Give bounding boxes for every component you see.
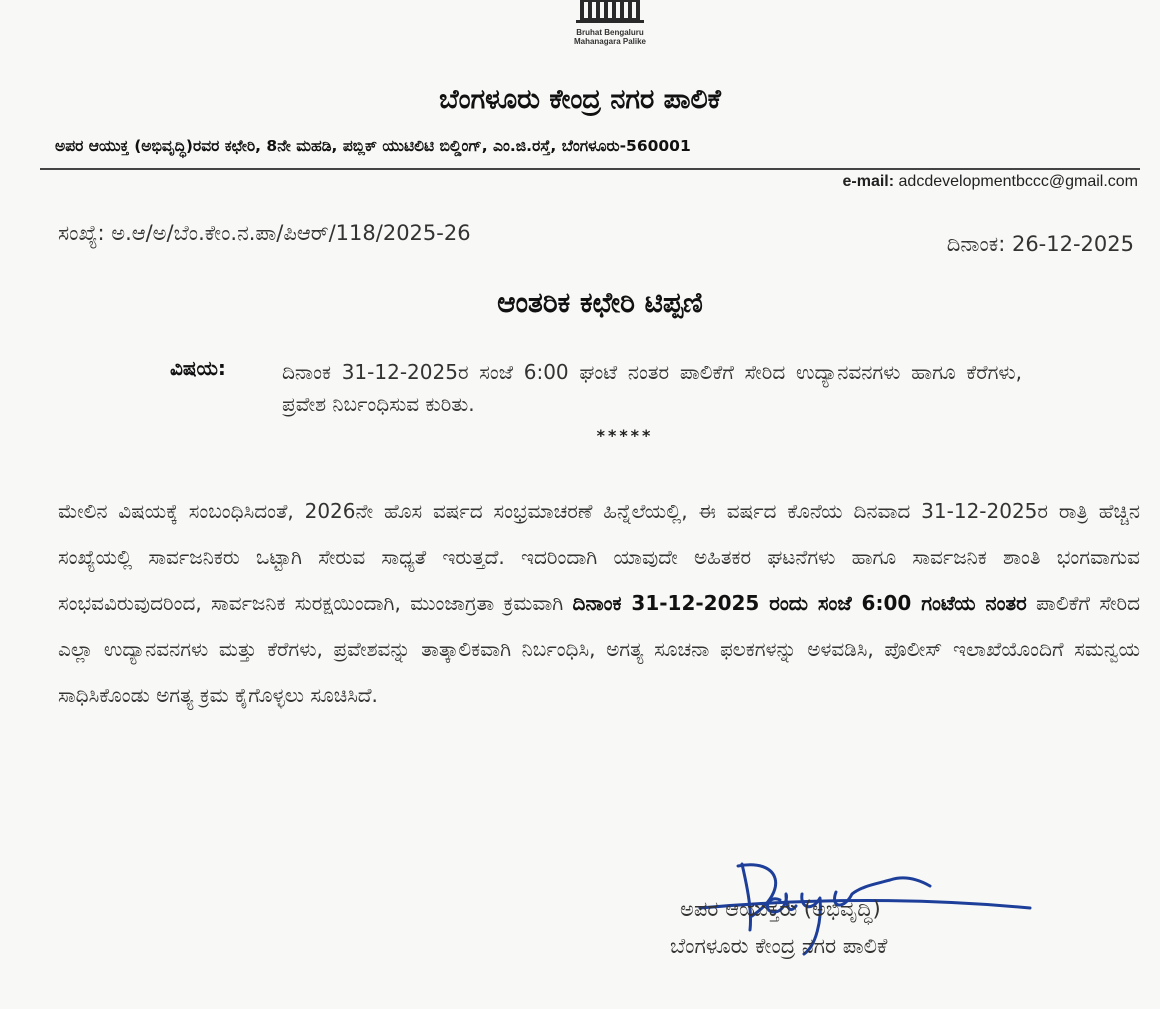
organization-name: ಬೆಂಗಳೂರು ಕೇಂದ್ರ ನಗರ ಪಾಲಿಕೆ <box>439 84 721 115</box>
header-divider <box>40 168 1140 170</box>
document-heading: ಆಂತರಿಕ ಕಛೇರಿ ಟಿಪ್ಪಣಿ <box>497 286 703 319</box>
logo-caption <box>540 28 680 46</box>
letter-date: ದಿನಾಂಕ: 26-12-2025 <box>946 232 1134 256</box>
email-line <box>843 173 1139 191</box>
subject-text: ದಿನಾಂಕ 31-12-2025ರ ಸಂಜೆ 6:00 ಘಂಟೆ ನಂತರ ಪಾಲಿಕೆಗೆ ಸೇರಿದ ಉದ್ಯಾನವನಗಳು ಹಾಗೂ ಕೆರೆಗಳು, ಪ್ರವೇಶ ನಿರ್ಬಂಧಿಸುವ ಕುರಿತು. <box>282 360 1022 416</box>
signatory-designation: ಅಪರ ಆಯುಕ್ತರು (ಅಭಿವೃದ್ಧಿ) <box>680 897 881 921</box>
office-address: ಅಪರ ಆಯುಕ್ತ (ಅಭಿವೃದ್ಧಿ)ರವರ ಕಛೇರಿ, 8ನೇ ಮಹಡಿ, ಪಬ್ಲಿಕ್ ಯುಟಿಲಿಟಿ ಬಿಲ್ಡಿಂಗ್, ಎಂ.ಜಿ.ರಸ್ತೆ, ಬೆಂಗಳೂರು-560001 <box>55 137 691 155</box>
subject-label: ವಿಷಯ: <box>170 356 226 380</box>
body-text-part1: ಮೇಲಿನ ವಿಷಯಕ್ಕೆ ಸಂಬಂಧಿಸಿದಂತೆ, 2026ನೇ ಹೊಸ ವರ್ಷದ ಸಂಭ್ರಮಾಚರಣೆ ಹಿನ್ನೆಲೆಯಲ್ಲಿ, ಈ ವರ್ಷದ ಕೊನೆಯ ದಿನವಾದ 31-12-2025ರ ರಾತ್ರಿ ಹೆಚ್ಚಿನ ಸಂಖ್ಯೆಯಲ್ಲಿ ಸಾರ್ವಜನಿಕರು ಒಟ್ಟಾಗಿ ಸೇರುವ ಸಾಧ್ಯತೆ ಇರುತ್ತದೆ. ಇದರಿಂದಾಗಿ ಯಾವುದೇ ಅಹಿತಕರ ಘಟನೆಗಳು ಹಾಗೂ ಸಾರ್ವಜನಿಕ ಶಾಂತಿ ಭಂಗವಾಗುವ ಸಂಭವವಿರುವುದರಿಂದ, ಸಾರ್ವಜನಿಕ ಸುರಕ್ಷಯಿಂದಾಗಿ, ಮುಂಜಾಗ್ರತಾ ಕ್ರಮವಾಗಿ <box>58 499 1140 615</box>
reference-number: ಸಂಖ್ಯೆ: ಅ.ಆ/ಅ/ಬೆಂ.ಕೇಂ.ನ.ಪಾ/ಪಿಆರ್/118/2025-26 <box>58 221 471 245</box>
email-address: adcdevelopmentbccc@gmail.com <box>898 173 1138 190</box>
logo-caption-line1: Bruhat Bengaluru <box>576 28 644 37</box>
email-label: e-mail: <box>842 173 895 190</box>
separator-stars: ***** <box>596 426 654 445</box>
body-text-part2: ಪಾಲಿಕೆಗೆ ಸೇರಿದ ಎಲ್ಲಾ ಉದ್ಯಾನವನಗಳು ಮತ್ತು ಕೆರೆಗಳು, ಪ್ರವೇಶವನ್ನು ತಾತ್ಕಾಲಿಕವಾಗಿ ನಿರ್ಬಂಧಿಸಿ, ಅಗತ್ಯ ಸೂಚನಾ ಫಲಕಗಳನ್ನು ಅಳವಡಿಸಿ, ಪೊಲೀಸ್ ಇಲಾಖೆಯೊಂದಿಗೆ ಸಮನ್ವಯ ಸಾಧಿಸಿಕೊಂಡು ಅಗತ್ಯ ಕ್ರಮ ಕೈಗೊಳ್ಳಲು ಸೂಚಿಸಿದೆ. <box>58 591 1140 707</box>
body-text-bold: ದಿನಾಂಕ 31-12-2025 ರಂದು ಸಂಜೆ 6:00 ಗಂಟೆಯ ನಂತರ <box>572 591 1027 615</box>
body-paragraph <box>58 488 1140 718</box>
signatory-office: ಬೆಂಗಳೂರು ಕೇಂದ್ರ ನಗರ ಪಾಲಿಕೆ <box>670 934 888 958</box>
logo-caption-line2: Mahanagara Palike <box>573 37 647 46</box>
